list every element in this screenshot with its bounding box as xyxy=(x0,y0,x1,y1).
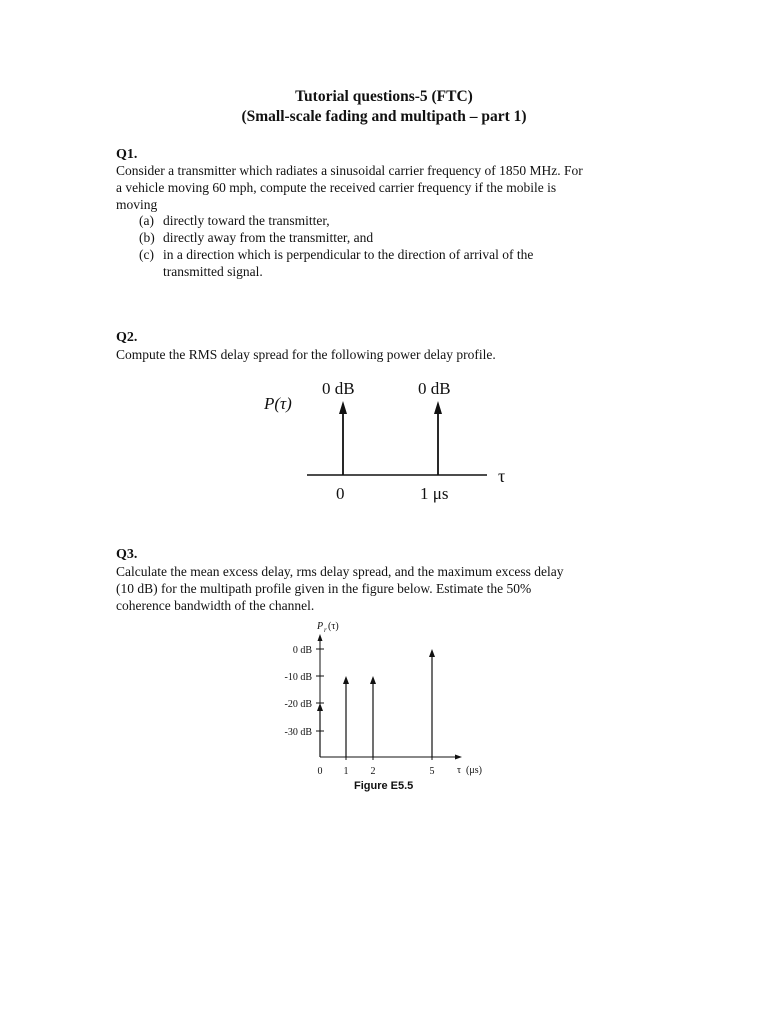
q3-body xyxy=(116,564,656,614)
q1-line-2: a vehicle moving 60 mph, compute the received carrier frequency if the mobile is xyxy=(116,179,557,195)
q2-impulse-1-arrow xyxy=(434,401,442,414)
q3-y-tick-label-0: 0 dB xyxy=(292,645,312,656)
q3-impulse-0-arrow xyxy=(317,703,323,711)
q1-item-c-text-cont: transmitted signal. xyxy=(163,264,263,279)
q3-impulse-2-arrow xyxy=(370,676,376,684)
q1-body xyxy=(116,163,656,213)
q2-delay-label-0: 0 xyxy=(336,484,345,503)
q2-x-axis-label: τ xyxy=(498,466,506,486)
q3-x-axis-arrow xyxy=(455,755,462,760)
q1-item-a-text: directly toward the transmitter, xyxy=(163,213,330,228)
q2-delay-label-1: 1 μs xyxy=(420,484,449,503)
q3-line-1: Calculate the mean excess delay, rms delay spread, and the maximum excess delay xyxy=(116,564,564,579)
q3-y-axis-label-arg: (τ) xyxy=(328,621,339,632)
q3-y-tick-label-1: -10 dB xyxy=(284,672,312,683)
q2-power-label-1: 0 dB xyxy=(418,379,451,398)
q3-y-axis-label-sub: r xyxy=(324,626,327,634)
q3-x-tick-label-0: 0 xyxy=(317,766,323,777)
q1-item-b-text: directly away from the transmitter, and xyxy=(163,230,374,245)
q3-line-3: coherence bandwidth of the channel. xyxy=(116,597,315,613)
q3-heading: Q3. xyxy=(116,547,138,562)
q1-item-c-text: in a direction which is perpendicular to the direction of arrival of the xyxy=(163,247,534,262)
q3-figure-caption: Figure E5.5 xyxy=(354,780,414,792)
q3-impulse-3-arrow xyxy=(429,649,435,657)
q1-item-a-label: (a) xyxy=(139,213,154,228)
q1-line-1: Consider a transmitter which radiates a sinusoidal carrier frequency of 1850 MHz. For xyxy=(116,163,583,178)
q2-heading: Q2. xyxy=(116,330,138,345)
q3-y-tick-label-3: -30 dB xyxy=(284,727,312,738)
q3-line-2: (10 dB) for the multipath profile given in the figure below. Estimate the 50% xyxy=(116,580,532,596)
title-line-2: (Small-scale fading and multipath – part 1) xyxy=(241,108,527,125)
q3-multipath-profile xyxy=(255,614,515,784)
q1-item-c-label: (c) xyxy=(139,247,154,262)
q2-power-delay-profile xyxy=(250,370,530,510)
q2-y-axis-label: P(τ) xyxy=(264,394,292,413)
q3-y-axis-label: P xyxy=(317,621,324,632)
q3-impulse-1-arrow xyxy=(343,676,349,684)
q1-line-3: moving xyxy=(116,196,158,212)
q3-x-tick-label-1: 1 xyxy=(343,766,349,777)
q3-x-tick-label-2: 2 xyxy=(370,766,376,777)
q2-power-label-0: 0 dB xyxy=(322,379,355,398)
q3-x-axis-unit: τ (μs) xyxy=(457,765,482,776)
title-line-1: Tutorial questions-5 (FTC) xyxy=(295,88,473,105)
q1-item-b-label: (b) xyxy=(139,230,155,245)
q2-impulse-0-arrow xyxy=(339,401,347,414)
q3-y-axis-arrow xyxy=(318,634,323,641)
q1-heading: Q1. xyxy=(116,147,138,162)
q2-text: Compute the RMS delay spread for the following power delay profile. xyxy=(116,347,496,362)
q3-x-tick-label-5: 5 xyxy=(429,766,435,777)
q3-y-tick-label-2: -20 dB xyxy=(284,699,312,710)
